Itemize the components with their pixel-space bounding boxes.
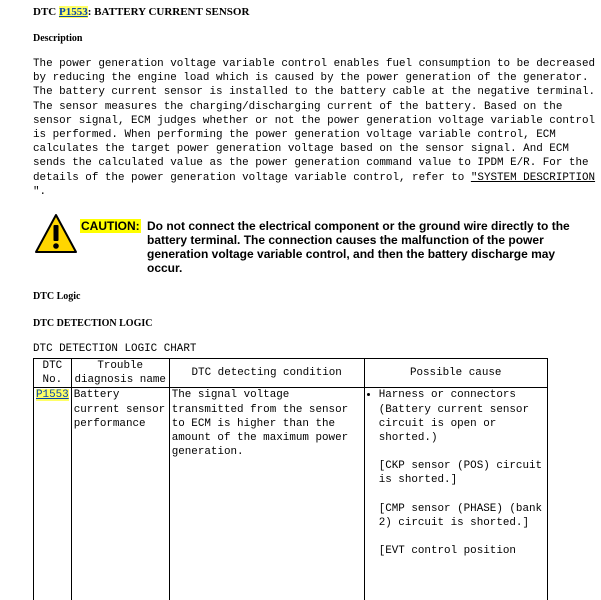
col-header-condition: DTC detecting condition [169,359,364,388]
cell-possible-cause [364,388,547,600]
caution-label: CAUTION: [81,219,140,233]
desc-line: by reducing the engine load which is caused by the power generation of the generator. [33,72,589,85]
page-title [33,6,249,18]
desc-line: The sensor measures the charging/discharging current of the battery. Based on the [33,100,563,113]
detection-logic-heading: DTC DETECTION LOGIC [33,318,153,329]
title-suffix: : BATTERY CURRENT SENSOR [87,6,250,18]
title-prefix: DTC [33,6,59,18]
cause-item: [CKP sensor (POS) circuit is shorted.] [378,460,543,487]
cause-item: [EVT control position [378,545,516,558]
col-header-trouble-name: Trouble diagnosis name [71,359,169,388]
col-header-dtc-no: DTC No. [34,359,72,388]
cause-item: • Harness or connectors (Battery current sensor circuit is open or shorted.) [379,388,545,445]
desc-line: details of the power generation voltage variable control, refer to [33,171,471,184]
description-heading: Description [33,33,83,44]
system-description-link[interactable]: "SYSTEM DESCRIPTION [470,171,596,184]
caution-text: Do not connect the electrical component or the ground wire directly to the battery terminal. The connection causes the malfunction of the power generation voltage variable control, and then the battery discharge may occur. [147,219,570,275]
cell-dtc-no [34,388,72,600]
cell-trouble-name: Battery current sensor performance [71,388,169,600]
chart-title: DTC DETECTION LOGIC CHART [33,343,197,355]
dtc-code-link[interactable]: P1553 [36,389,69,402]
description-text [33,57,596,199]
table-row [34,388,548,600]
cell-condition: The signal voltage transmitted from the sensor to ECM is higher than the amount of the maximum power generation. [169,388,364,600]
dtc-logic-heading: DTC Logic [33,291,81,302]
desc-line: sends the calculated value as the power generation command value to IPDM E/R. For the [33,157,589,170]
cause-item: [CMP sensor (PHASE) (bank 2) circuit is shorted.] [378,502,543,529]
detection-logic-table [33,358,548,600]
dtc-code-link[interactable]: P1553 [58,6,88,18]
desc-line: calculates the target power generation voltage based on the sensor signal. And ECM [33,143,569,156]
desc-line: sensor signal, ECM judges whether or not the power generation voltage variable control [33,114,596,127]
table-header-row [34,359,548,388]
desc-line: The battery current sensor is installed to the battery cable at the negative terminal. [33,86,596,99]
warning-triangle-icon [34,213,78,255]
desc-line: The power generation voltage variable control enables fuel consumption to be decreased [33,58,596,70]
col-header-possible-cause: Possible cause [364,359,547,388]
desc-tail: ". [33,185,47,198]
desc-line: is performed. When performing the power generation voltage variable control, ECM [33,129,556,142]
